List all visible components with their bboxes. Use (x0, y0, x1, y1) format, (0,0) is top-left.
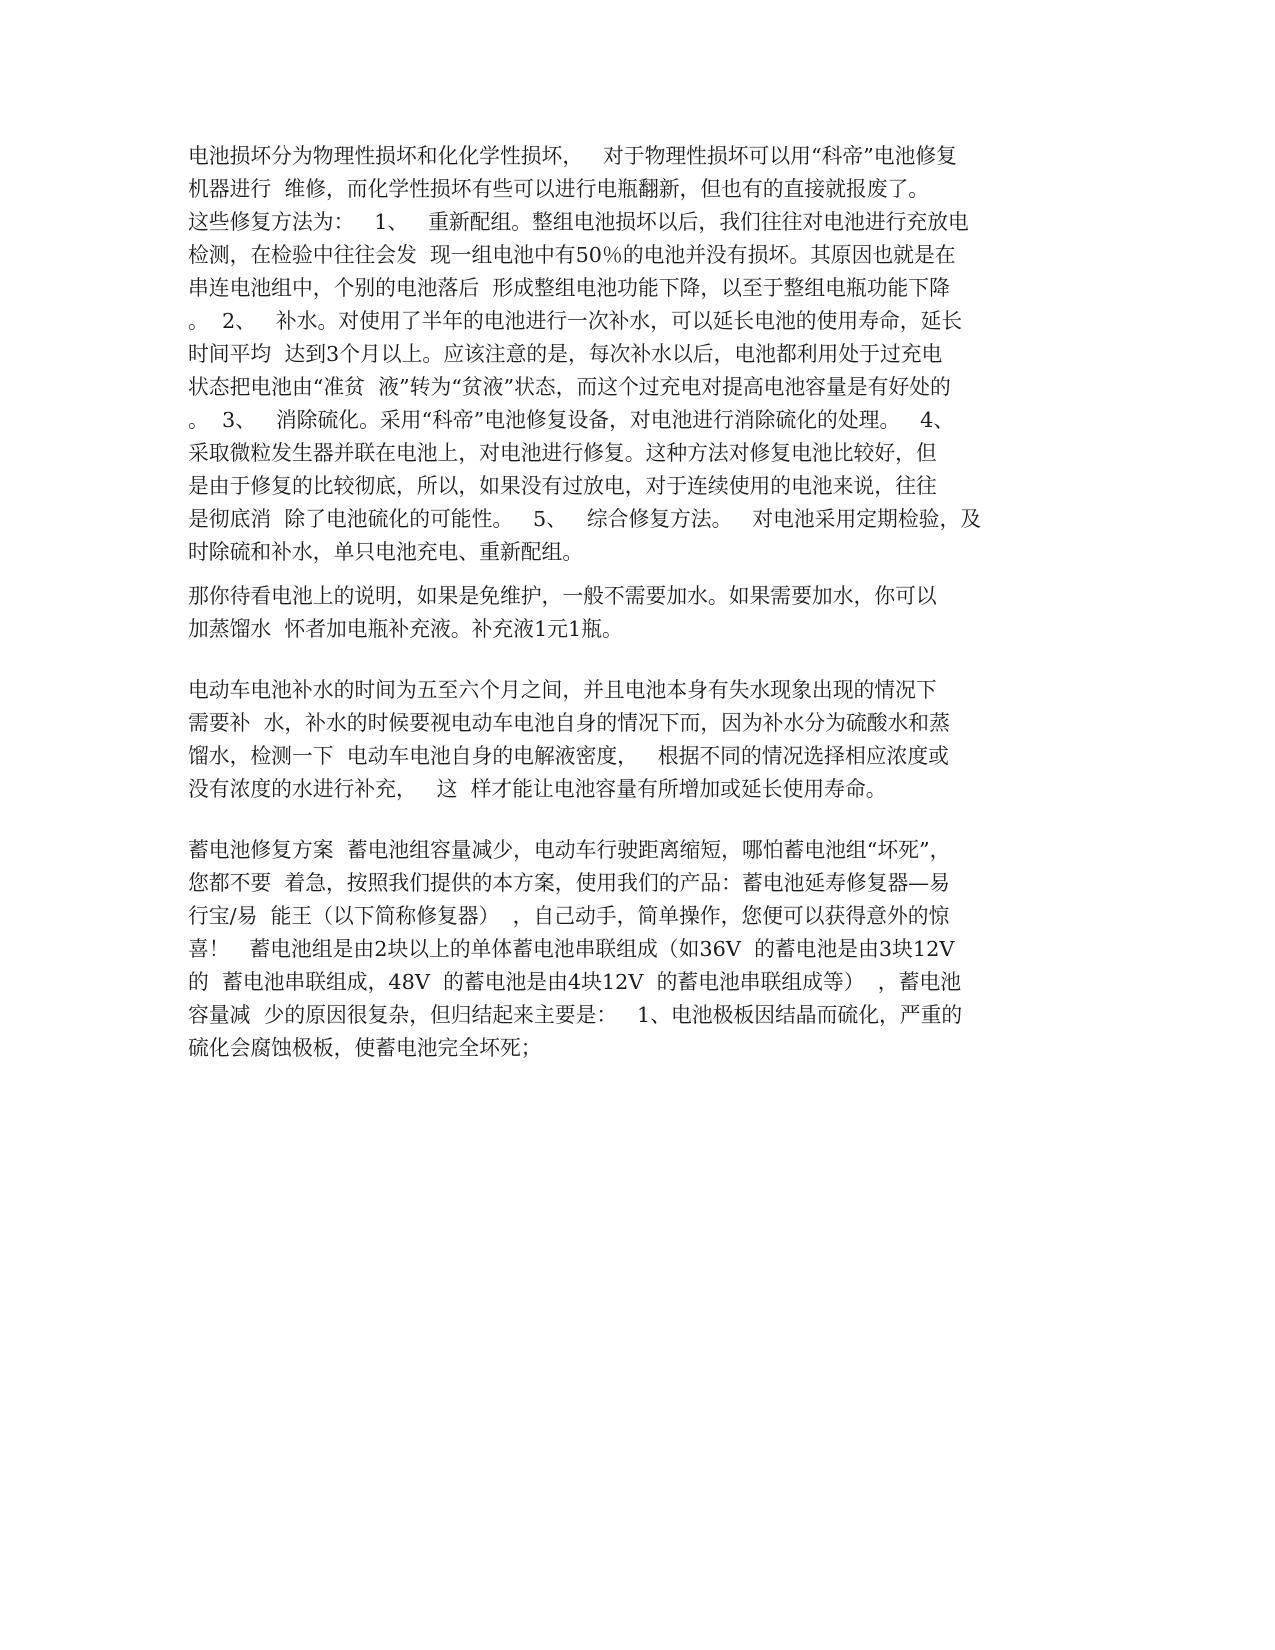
text-line: 加蒸馏水 怀者加电瓶补充液。补充液1元1瓶。 (188, 617, 623, 641)
text-line: 行宝/易 能王（以下简称修复器） ，自己动手，简单操作，您便可以获得意外的惊 (188, 904, 950, 928)
paragraph-repair-plan (188, 834, 1093, 1065)
text-line: 是彻底消 除了电池硫化的可能性。 5、 综合修复方法。 对电池采用定期检验，及 (188, 507, 982, 531)
text-line: 检测，在检验中往往会发 现一组电池中有50％的电池并没有损坏。其原因也就是在 (188, 243, 956, 267)
text-line: 没有浓度的水进行补充， 这 样才能让电池容量有所增加或延长使用寿命。 (188, 777, 887, 801)
text-line: 硫化会腐蚀极板，使蓄电池完全坏死； (188, 1036, 542, 1060)
text-line: 您都不要 着急，按照我们提供的本方案，使用我们的产品：蓄电池延寿修复器—易 (188, 871, 950, 895)
text-line: 是由于修复的比较彻底，所以，如果没有过放电，对于连续使用的电池来说，往往 (188, 474, 937, 498)
paragraph-battery-repair-methods (188, 140, 1093, 569)
text-line: 机器进行 维修，而化学性损坏有些可以进行电瓶翻新，但也有的直接就报废了。 (188, 177, 930, 201)
text-line: 时间平均 达到3个月以上。应该注意的是，每次补水以后，电池都利用处于过充电 (188, 342, 943, 366)
paragraph-adding-water (188, 580, 1093, 646)
text-line: 电动车电池补水的时间为五至六个月之间，并且电池本身有失水现象出现的情况下 (188, 678, 937, 702)
text-line: 这些修复方法为： 1、 重新配组。整组电池损坏以后，我们往往对电池进行充放电 (188, 210, 969, 234)
text-line: 。 3、 消除硫化。采用“科帝”电池修复设备，对电池进行消除硫化的处理。 4、 (188, 408, 955, 432)
text-line: 喜！ 蓄电池组是由2块以上的单体蓄电池串联组成（如36V 的蓄电池是由3块12V (188, 937, 955, 961)
text-line: 状态把电池由“准贫 液”转为“贫液”状态，而这个过充电对提高电池容量是有好处的 (188, 375, 951, 399)
paragraph-refill-timing (188, 674, 1093, 806)
text-line: 串连电池组中，个别的电池落后 形成整组电池功能下降，以至于整组电瓶功能下降 (188, 276, 950, 300)
text-line: 采取微粒发生器并联在电池上，对电池进行修复。这种方法对修复电池比较好，但 (188, 441, 937, 465)
text-line: 的 蓄电池串联组成，48V 的蓄电池是由4块12V 的蓄电池串联组成等） ，蓄电池 (188, 970, 961, 994)
text-line: 那你待看电池上的说明，如果是免维护，一般不需要加水。如果需要加水，你可以 (188, 584, 937, 608)
text-line: 蓄电池修复方案 蓄电池组容量减少，电动车行驶距离缩短，哪怕蓄电池组“坏死”， (188, 838, 951, 862)
text-line: 容量减 少的原因很复杂，但归结起来主要是： 1、电池极板因结晶而硫化，严重的 (188, 1003, 963, 1027)
text-line: 需要补 水，补水的时候要视电动车电池自身的情况下而，因为补水分为硫酸水和蒸 (188, 711, 950, 735)
text-line: 电池损坏分为物理性损坏和化化学性损坏， 对于物理性损坏可以用“科帝”电池修复 (188, 144, 957, 168)
text-line: 馏水，检测一下 电动车电池自身的电解液密度， 根据不同的情况选择相应浓度或 (188, 744, 949, 768)
text-line: 。 2、 补水。对使用了半年的电池进行一次补水，可以延长电池的使用寿命，延长 (188, 309, 963, 333)
text-line: 时除硫和补水，单只电池充电、重新配组。 (188, 540, 584, 564)
